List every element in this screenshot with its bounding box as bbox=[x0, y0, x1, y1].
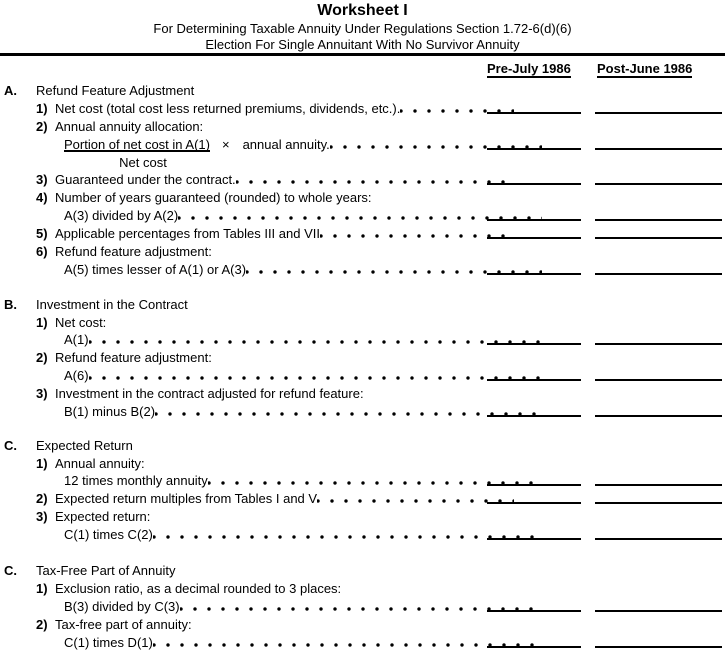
item-left bbox=[0, 367, 542, 385]
item-a1-row bbox=[0, 100, 725, 118]
item-d2-value-row bbox=[0, 634, 725, 652]
answer-line-pre-july bbox=[487, 489, 581, 504]
page-subtitle-line2: Election For Single Annuitant With No Survivor Annuity bbox=[205, 37, 520, 52]
item-b1-value-row bbox=[0, 331, 725, 349]
answer-line-pre-july bbox=[487, 206, 581, 221]
item-d1-label-row bbox=[0, 580, 725, 598]
item-left bbox=[0, 490, 514, 508]
answer-line-post-june bbox=[595, 597, 722, 612]
item-number: 4) bbox=[36, 190, 48, 205]
item-label: Net cost: bbox=[55, 315, 107, 330]
item-number: 6) bbox=[36, 244, 48, 259]
item-left bbox=[0, 314, 514, 332]
item-left bbox=[0, 225, 514, 243]
item-sublabel: A(3) divided by A(2) bbox=[64, 208, 179, 223]
item-label: Refund feature adjustment: bbox=[55, 244, 212, 259]
item-sublabel: 12 times monthly annuity bbox=[64, 473, 208, 488]
dot-leader bbox=[320, 225, 514, 243]
answer-line-pre-july bbox=[487, 597, 581, 612]
item-left bbox=[0, 171, 514, 189]
answer-line-pre-july bbox=[487, 366, 581, 381]
item-left bbox=[0, 100, 514, 118]
fraction-numerator: Portion of net cost in A(1) bbox=[64, 137, 210, 152]
answer-line-post-june bbox=[595, 471, 722, 486]
page-subtitle-line1: For Determining Taxable Annuity Under Regulations Section 1.72-6(d)(6) bbox=[153, 21, 572, 36]
item-left bbox=[0, 616, 514, 634]
answer-line-post-june bbox=[595, 489, 722, 504]
item-left bbox=[0, 189, 514, 207]
answer-line-pre-july bbox=[487, 633, 581, 648]
item-b3-value-row bbox=[0, 403, 725, 421]
item-a2-formula-row bbox=[0, 136, 725, 154]
item-c3-label-row bbox=[0, 508, 725, 526]
item-left bbox=[0, 598, 542, 616]
section-header-left bbox=[0, 437, 482, 455]
dot-leader bbox=[89, 331, 542, 349]
item-a5-row bbox=[0, 225, 725, 243]
item-number: 2) bbox=[36, 491, 48, 506]
section-header-left bbox=[0, 296, 482, 314]
dot-leader bbox=[155, 403, 542, 421]
item-a4-value-row bbox=[0, 207, 725, 225]
item-number: 2) bbox=[36, 119, 48, 134]
answer-line-post-june bbox=[595, 99, 722, 114]
item-left bbox=[0, 385, 514, 403]
item-number: 5) bbox=[36, 226, 48, 241]
item-number: 2) bbox=[36, 617, 48, 632]
item-label: Annual annuity allocation: bbox=[55, 119, 204, 134]
item-left bbox=[0, 349, 514, 367]
item-d1-value-row bbox=[0, 598, 725, 616]
item-label: Tax-free part of annuity: bbox=[55, 617, 192, 632]
item-left bbox=[0, 118, 514, 136]
header-divider bbox=[0, 53, 725, 56]
answer-line-post-june bbox=[595, 633, 722, 648]
item-label: Expected return: bbox=[55, 509, 151, 524]
item-left bbox=[0, 403, 542, 421]
answer-line-post-june bbox=[595, 330, 722, 345]
item-label: Refund feature adjustment: bbox=[55, 350, 212, 365]
item-b2-label-row bbox=[0, 349, 725, 367]
section-title: Tax-Free Part of Annuity bbox=[36, 563, 176, 578]
item-number: 1) bbox=[36, 315, 48, 330]
item-b2-value-row bbox=[0, 367, 725, 385]
answer-line-pre-july bbox=[487, 260, 581, 275]
section-header-left bbox=[0, 82, 482, 100]
section-letter: A. bbox=[4, 83, 17, 98]
column-header-pre-july: Pre-July 1986 bbox=[487, 61, 571, 76]
answer-line-pre-july bbox=[487, 99, 581, 114]
answer-line-post-june bbox=[595, 402, 722, 417]
section-title: Investment in the Contract bbox=[36, 297, 188, 312]
item-left bbox=[0, 455, 514, 473]
item-number: 3) bbox=[36, 386, 48, 401]
answer-line-post-june bbox=[595, 170, 722, 185]
item-left bbox=[0, 580, 514, 598]
item-left bbox=[0, 136, 542, 154]
answer-line-post-june bbox=[595, 135, 722, 150]
item-left bbox=[0, 331, 542, 349]
section-letter: B. bbox=[4, 297, 17, 312]
answer-line-pre-july bbox=[487, 224, 581, 239]
section-title: Refund Feature Adjustment bbox=[36, 83, 195, 98]
dot-leader bbox=[153, 634, 542, 652]
answer-line-pre-july bbox=[487, 402, 581, 417]
answer-line-pre-july bbox=[487, 330, 581, 345]
item-label: Net cost (total cost less returned premiums, dividends, etc.). bbox=[55, 101, 401, 116]
item-left bbox=[0, 261, 542, 279]
item-label: Guaranteed under the contract. bbox=[55, 172, 236, 187]
section-letter: C. bbox=[4, 438, 17, 453]
item-left bbox=[0, 243, 514, 261]
section-title: Expected Return bbox=[36, 438, 133, 453]
item-number: 3) bbox=[36, 509, 48, 524]
item-sublabel: A(6) bbox=[64, 368, 89, 383]
item-a4-label-row bbox=[0, 189, 725, 207]
item-left bbox=[0, 472, 542, 490]
answer-line-post-june bbox=[595, 525, 722, 540]
item-left bbox=[0, 508, 514, 526]
item-sublabel: B(1) minus B(2) bbox=[64, 404, 156, 419]
item-label: Investment in the contract adjusted for refund feature: bbox=[55, 386, 364, 401]
item-c1-value-row bbox=[0, 472, 725, 490]
column-header-post-june: Post-June 1986 bbox=[597, 61, 693, 76]
item-sublabel: C(1) times C(2) bbox=[64, 527, 153, 542]
item-c3-value-row bbox=[0, 526, 725, 544]
item-number: 3) bbox=[36, 172, 48, 187]
item-left bbox=[0, 634, 542, 652]
item-label: Annual annuity: bbox=[55, 456, 145, 471]
item-sublabel: A(1) bbox=[64, 332, 89, 347]
dot-leader bbox=[317, 490, 514, 508]
answer-line-post-june bbox=[595, 260, 722, 275]
dot-leader bbox=[153, 526, 542, 544]
item-number: 1) bbox=[36, 456, 48, 471]
fraction-denominator: Net cost bbox=[119, 155, 167, 170]
item-number: 1) bbox=[36, 101, 48, 116]
section-d-header bbox=[0, 562, 725, 580]
section-b-header bbox=[0, 296, 725, 314]
section-header-left bbox=[0, 562, 482, 580]
answer-line-pre-july bbox=[487, 471, 581, 486]
answer-line-pre-july bbox=[487, 170, 581, 185]
item-label: Expected return multiples from Tables I and V bbox=[55, 491, 318, 506]
answer-line-post-june bbox=[595, 206, 722, 221]
item-number: 2) bbox=[36, 350, 48, 365]
page-title: Worksheet I bbox=[317, 2, 408, 19]
section-letter: C. bbox=[4, 563, 17, 578]
item-c2-row bbox=[0, 490, 725, 508]
section-a-header bbox=[0, 82, 725, 100]
section-c-header bbox=[0, 437, 725, 455]
item-label: Applicable percentages from Tables III and VII bbox=[55, 226, 320, 241]
item-a3-row bbox=[0, 171, 725, 189]
item-left bbox=[0, 207, 542, 225]
item-b3-label-row bbox=[0, 385, 725, 403]
item-label: Number of years guaranteed (rounded) to whole years: bbox=[55, 190, 372, 205]
answer-line-pre-july bbox=[487, 525, 581, 540]
answer-line-post-june bbox=[595, 366, 722, 381]
item-label: Exclusion ratio, as a decimal rounded to 3 places: bbox=[55, 581, 342, 596]
item-a6-label-row bbox=[0, 243, 725, 261]
item-number: 1) bbox=[36, 581, 48, 596]
item-d2-label-row bbox=[0, 616, 725, 634]
multiply-operator: × bbox=[221, 137, 230, 152]
item-a6-value-row bbox=[0, 261, 725, 279]
dot-leader bbox=[89, 367, 542, 385]
dot-leader bbox=[236, 171, 514, 189]
formula-rhs: annual annuity. bbox=[242, 137, 330, 152]
item-sublabel: C(1) times D(1) bbox=[64, 635, 153, 650]
answer-line-post-june bbox=[595, 224, 722, 239]
item-sublabel: B(3) divided by C(3) bbox=[64, 599, 180, 614]
item-sublabel: A(5) times lesser of A(1) or A(3) bbox=[64, 262, 247, 277]
item-a2-label-row bbox=[0, 118, 725, 136]
answer-line-pre-july bbox=[487, 135, 581, 150]
item-left bbox=[0, 526, 542, 544]
